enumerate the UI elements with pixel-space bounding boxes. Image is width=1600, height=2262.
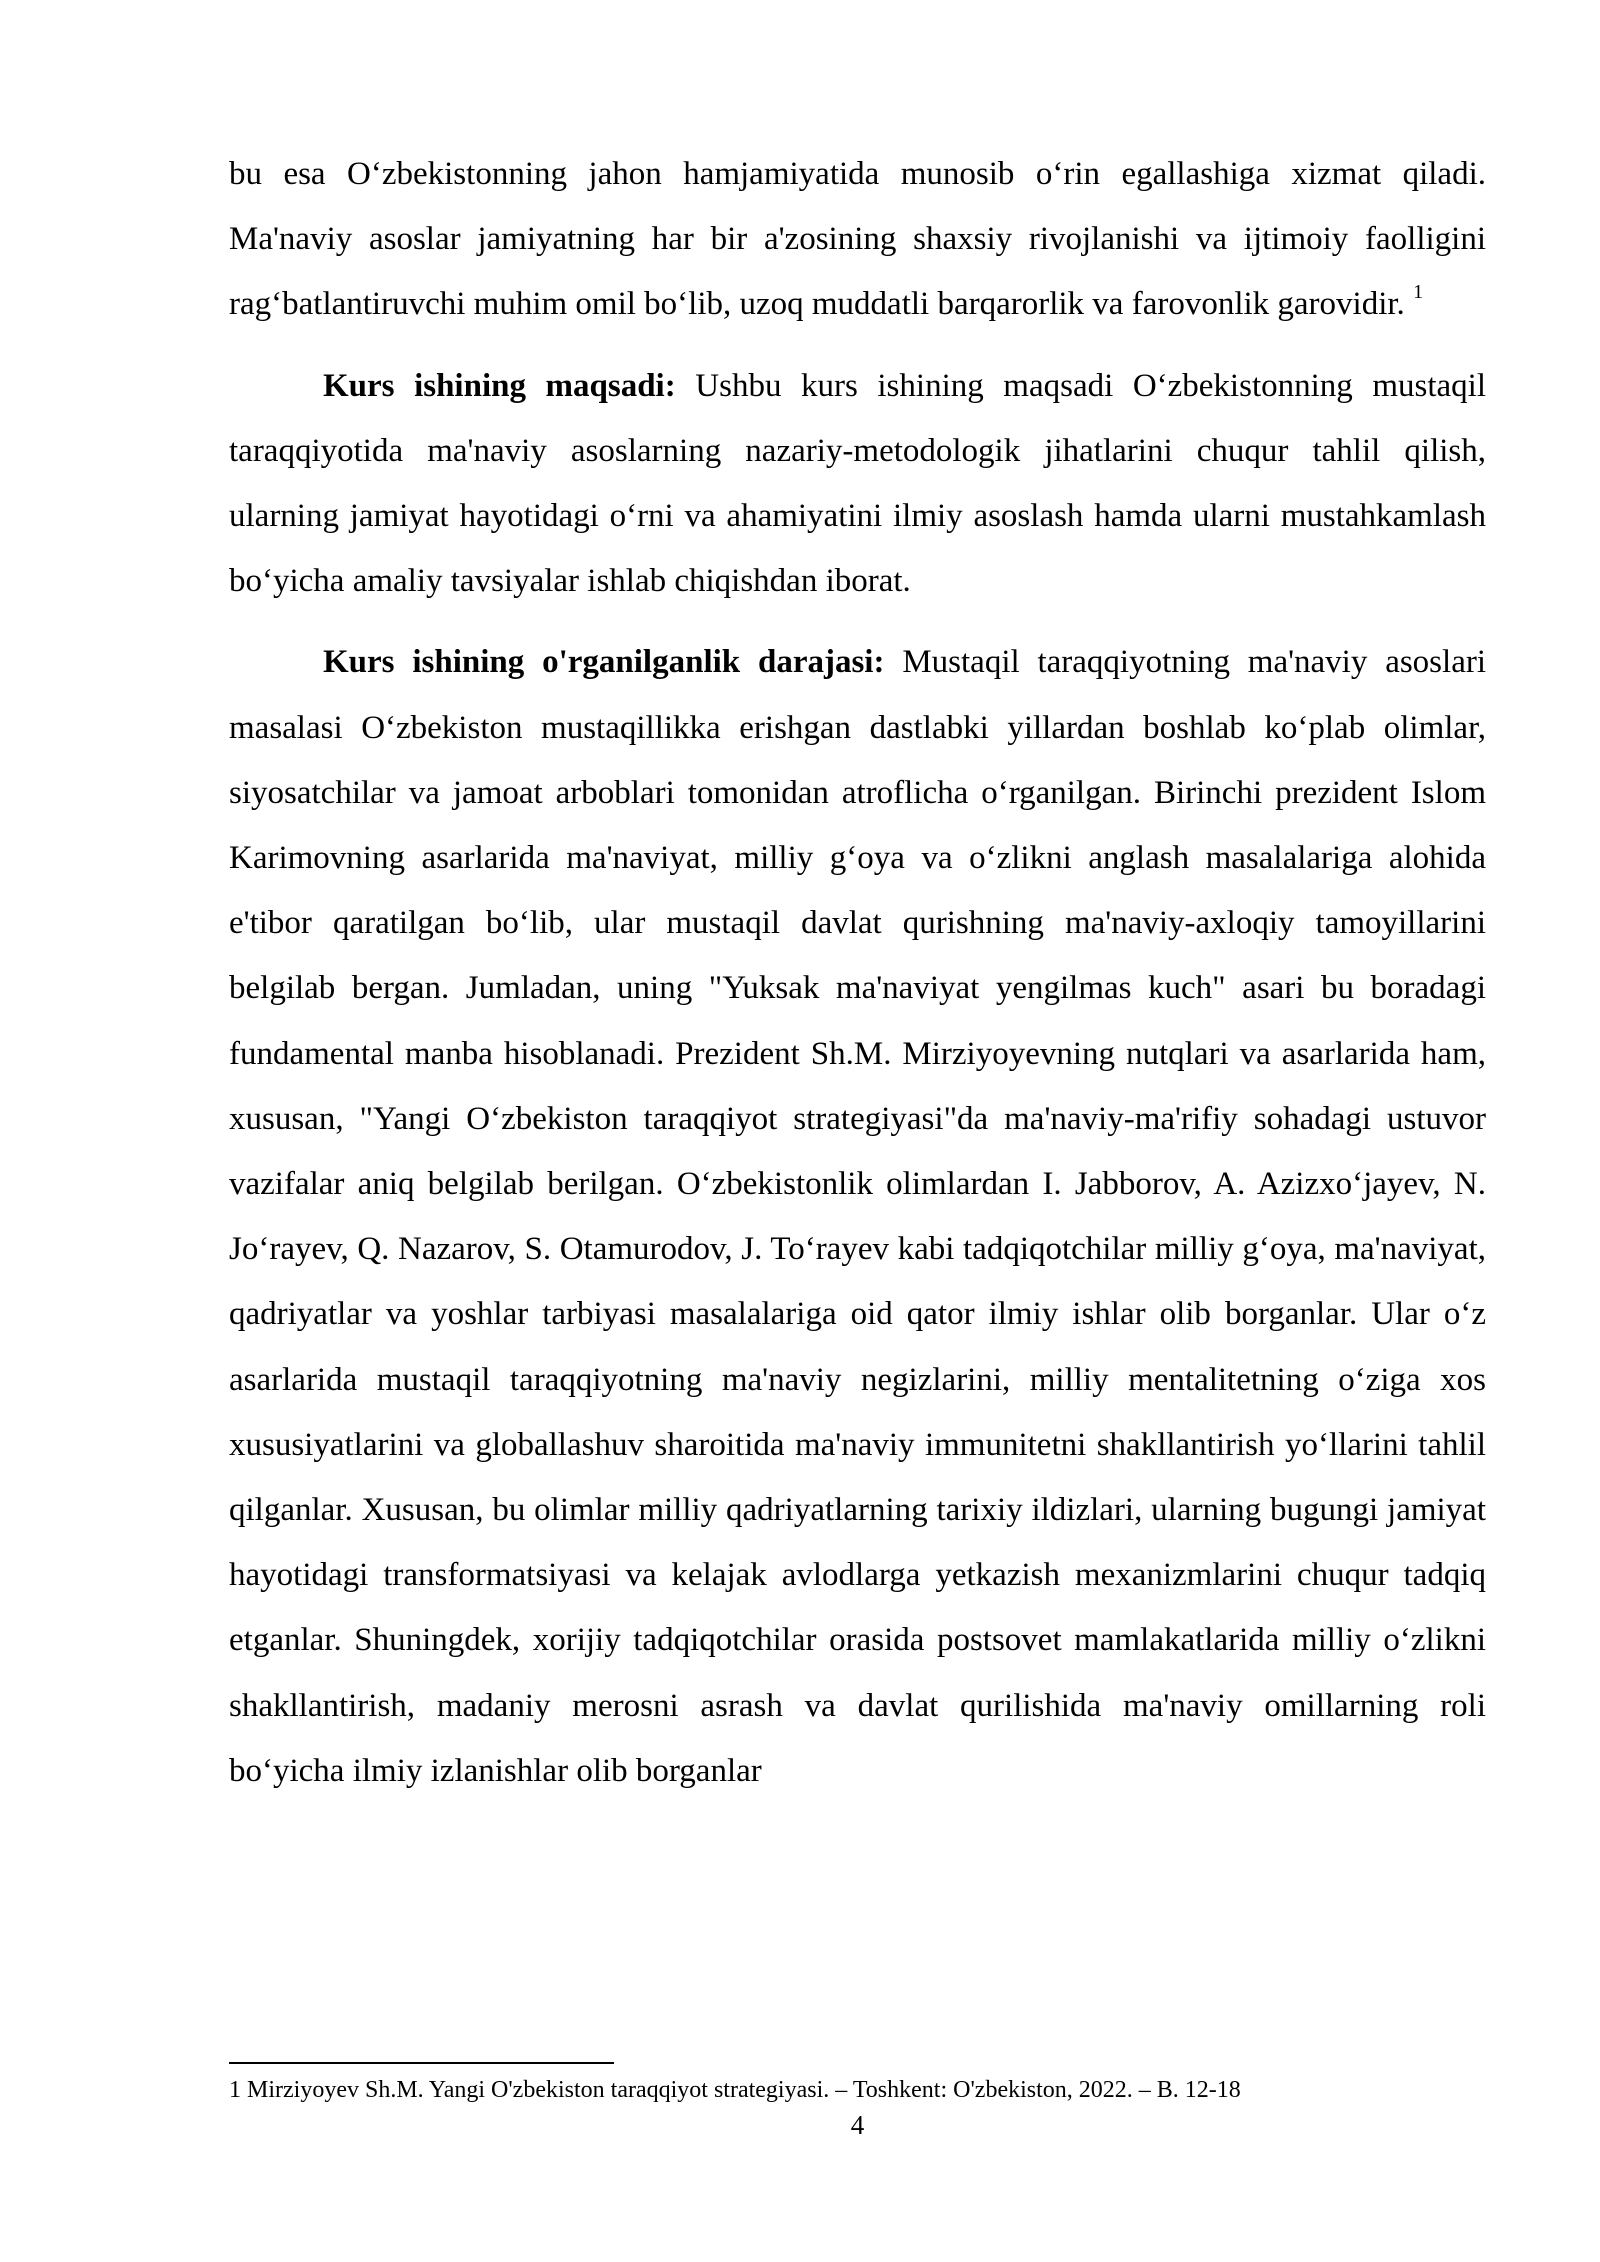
footnote-text: Mirziyoyev Sh.M. Yangi O'zbekiston taraqqiyot strategiyasi. – Toshkent: O'zbekiston, 2022. – B. 12-18	[247, 2077, 1241, 2103]
paragraph-aim	[229, 354, 1486, 615]
paragraph-study-level	[229, 630, 1486, 1804]
paragraph-continuation	[229, 142, 1486, 338]
footnote-reference[interactable]: 1	[1413, 281, 1424, 304]
page-number: 4	[850, 2110, 865, 2140]
document-body	[229, 142, 1486, 1804]
paragraph-text: bu esa O‘zbekistonning jahon hamjamiyatida munosib o‘rin egallashiga xizmat qiladi. Ma'naviy asoslar jamiyatning har bir a'zosining shaxsiy rivojlanishi va ijtimoiy faolligini rag‘batlantiruvchi muhim omil bo‘lib, uzoq muddatli barqarorlik va farovonlik garovidir.	[229, 156, 1486, 323]
section-heading-aim: Kurs ishining maqsadi:	[323, 367, 676, 404]
paragraph-text: Mustaqil taraqqiyotning ma'naviy asoslari masalasi O‘zbekiston mustaqillikka erishgan dastlabki yillardan boshlab ko‘plab olimlar, siyosatchilar va jamoat arboblari tomonidan atroflicha o‘rganilgan. Birinchi prezident Islom Karimovning asarlarida ma'naviyat, milliy g‘oya va o‘zlikni anglash masalalariga alohida e'tibor qaratilgan bo‘lib, ular mustaqil davlat qurishning ma'naviy-axloqiy tamoyillarini belgilab bergan. Jumladan, uning "Yuksak ma'naviyat yengilmas kuch" asari bu boradagi fundamental manba hisoblanadi. Prezident Sh.M. Mirziyoyevning nutqlari va asarlarida ham, xususan, "Yangi O‘zbekiston taraqqiyot strategiyasi"da ma'naviy-ma'rifiy sohadagi ustuvor vazifalar aniq belgilab berilgan. O‘zbekistonlik olimlardan I. Jabborov, A. Azizxo‘jayev, N. Jo‘rayev, Q. Nazarov, S. Otamurodov, J. To‘rayev kabi tadqiqotchilar milliy g‘oya, ma'naviyat, qadriyatlar va yoshlar tarbiyasi masalalariga oid qator ilmiy ishlar olib borganlar. Ular o‘z asarlarida mustaqil taraqqiyotning ma'naviy negizlarini, milliy mentalitetning o‘ziga xos xususiyatlarini va globallashuv sharoitida ma'naviy immunitetni shakllantirish yo‘llarini tahlil qilganlar. Xususan, bu olimlar milliy qadriyatlarning tarixiy ildizlari, ularning bugungi jamiyat hayotidagi transformatsiyasi va kelajak avlodlarga yetkazish mexanizmlarini chuqur tadqiq etganlar. Shuningdek, xorijiy tadqiqotchilar orasida postsovet mamlakatlarida milliy o‘zlikni shakllantirish, madaniy merosni asrash va davlat qurilishida ma'naviy omillarning roli bo‘yicha ilmiy izlanishlar olib borganlar	[229, 644, 1486, 1789]
paragraph-text: Ushbu kurs ishining maqsadi O‘zbekistonning mustaqil taraqqiyotida ma'naviy asoslarning nazariy-metodologik jihatlarini chuqur tahlil qilish, ularning jamiyat hayotidagi o‘rni va ahamiyatini ilmiy asoslash hamda ularni mustahkamlash bo‘yicha amaliy tavsiyalar ishlab chiqishdan iborat.	[229, 367, 1486, 600]
section-heading-study-level: Kurs ishining o'rganilganlik darajasi:	[323, 644, 885, 681]
footnote	[229, 2074, 1486, 2106]
footnote-number: 1	[229, 2077, 241, 2103]
footnote-separator	[229, 2062, 614, 2064]
